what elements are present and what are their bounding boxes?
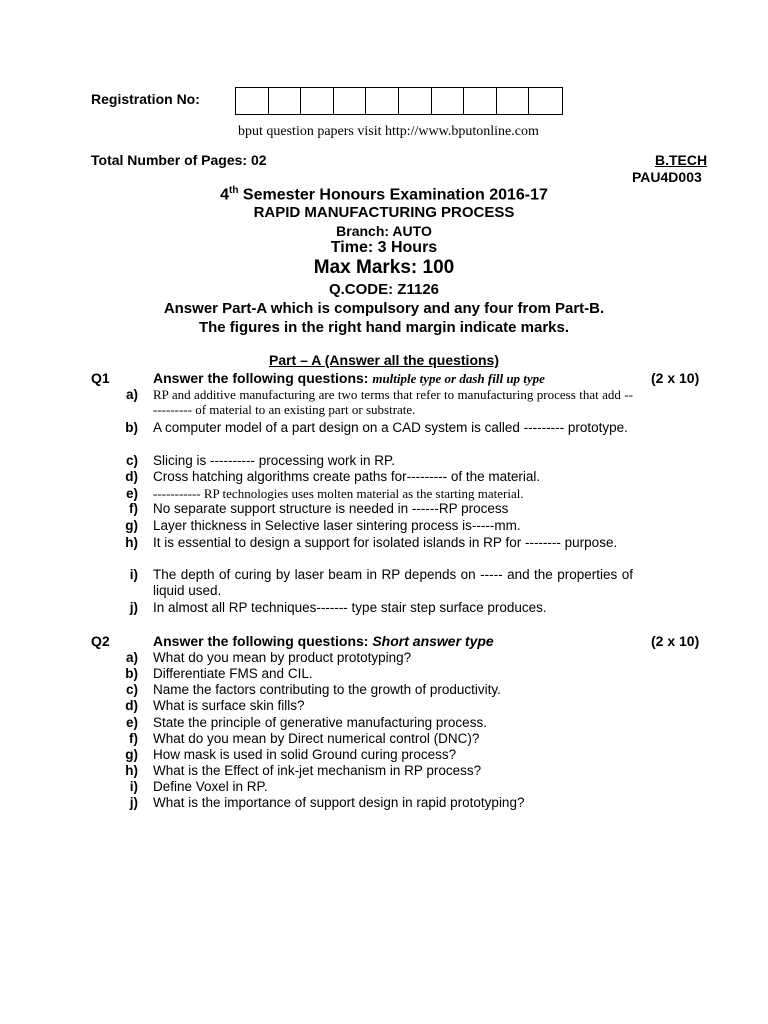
q1-item-label: d) [125, 469, 138, 484]
registration-digit-box [236, 88, 269, 114]
q1-item-label: i) [129, 567, 138, 582]
q1-item-label: f) [129, 501, 138, 516]
registration-label: Registration No: [91, 91, 200, 107]
registration-digit-box [366, 88, 399, 114]
q2-item-text: Define Voxel in RP. [153, 779, 268, 794]
q1-subheading: multiple type or dash fill up type [372, 371, 545, 386]
q2-item-text: Differentiate FMS and CIL. [153, 666, 313, 681]
q2-item-label: i) [129, 779, 138, 794]
registration-digit-box [301, 88, 334, 114]
registration-digit-box [497, 88, 530, 114]
q2-item-text: How mask is used in solid Ground curing process? [153, 747, 457, 762]
q2-item-label: j) [129, 795, 138, 810]
q2-item-text: What do you mean by Direct numerical control (DNC)? [153, 731, 480, 746]
q2-item-label: h) [125, 763, 138, 778]
q1-item-text: A computer model of a part design on a CAD system is called --------- prototype. [153, 420, 628, 435]
q2-item-text: What is the Effect of ink-jet mechanism in RP process? [153, 763, 482, 778]
exam-title [0, 185, 768, 204]
registration-digit-box [334, 88, 367, 114]
semester-number: 4 [220, 186, 229, 204]
q2-item-text: What is surface skin fills? [153, 698, 305, 713]
q2-item-label: f) [129, 731, 138, 746]
branch: Branch: AUTO [336, 223, 432, 239]
registration-digit-box [399, 88, 432, 114]
instruction-1: Answer Part-A which is compulsory and any four from Part-B. [163, 300, 605, 317]
q1-item-text: ----------- RP technologies uses molten material as the starting material. [153, 486, 524, 501]
subject-title: RAPID MANUFACTURING PROCESS [253, 204, 515, 221]
q2-number: Q2 [91, 633, 110, 649]
q1-item-text: It is essential to design a support for isolated islands in RP for -------- purpose. [153, 535, 618, 550]
q2-heading-text: Answer the following questions: [153, 633, 369, 649]
question-code: Q.CODE: Z1126 [328, 281, 440, 298]
q1-marks: (2 x 10) [651, 370, 700, 386]
q1-heading-text: Answer the following questions: [153, 370, 369, 386]
q2-subheading: Short answer type [372, 633, 494, 649]
q1-item-label: c) [125, 453, 138, 468]
q2-item-text: What do you mean by product prototyping? [153, 650, 412, 665]
max-marks: Max Marks: 100 [313, 257, 455, 278]
q2-item-text: What is the importance of support design in rapid prototyping? [153, 795, 525, 810]
degree-label: B.TECH [655, 152, 708, 168]
semester-suffix: th [229, 185, 239, 196]
q1-item-text: RP and additive manufacturing are two terms that refer to manufacturing process that add ----------- of material to an existing part or substrate. [153, 387, 633, 417]
q1-item-label: g) [125, 518, 138, 533]
q2-item-text: Name the factors contributing to the growth of productivity. [153, 682, 501, 697]
q2-item-text: State the principle of generative manufacturing process. [153, 715, 487, 730]
q2-item-label: g) [125, 747, 138, 762]
q2-item-label: d) [125, 698, 138, 713]
time-allowed: Time: 3 Hours [330, 239, 438, 256]
q1-item-label: h) [125, 535, 138, 550]
q2-marks: (2 x 10) [651, 633, 700, 649]
q1-item-label: j) [129, 600, 138, 615]
q2-item-label: a) [125, 650, 138, 665]
q1-item-text: Slicing is ---------- processing work in RP. [153, 453, 396, 468]
registration-digit-box [432, 88, 465, 114]
q1-item-label: e) [125, 486, 138, 501]
website-note: bput question papers visit http://www.bputonline.com [238, 124, 539, 139]
q1-heading [153, 370, 545, 387]
registration-digit-box [529, 88, 562, 114]
q2-item-label: e) [125, 715, 138, 730]
q2-item-label: c) [125, 682, 138, 697]
registration-digit-box [269, 88, 302, 114]
q2-heading [153, 633, 494, 649]
q1-item-text: In almost all RP techniques------- type stair step surface produces. [153, 600, 547, 615]
q1-number: Q1 [91, 370, 110, 386]
registration-number-boxes [235, 87, 563, 115]
semester-title: Semester Honours Examination 2016-17 [238, 186, 548, 204]
q1-item-label: b) [125, 420, 138, 435]
q1-item-text: Cross hatching algorithms create paths for--------- of the material. [153, 469, 541, 484]
q2-item-label: b) [125, 666, 138, 681]
instruction-2: The figures in the right hand margin indicate marks. [198, 319, 570, 336]
total-pages: Total Number of Pages: 02 [91, 152, 267, 168]
registration-digit-box [464, 88, 497, 114]
q1-item-label: a) [125, 387, 138, 402]
q1-item-text: Layer thickness in Selective laser sintering process is-----mm. [153, 518, 521, 533]
q1-item-text: No separate support structure is needed in ------RP process [153, 501, 509, 516]
part-a-heading: Part – A (Answer all the questions) [268, 352, 499, 368]
paper-code: PAU4D003 [632, 169, 702, 185]
q1-item-text: The depth of curing by laser beam in RP depends on ----- and the properties of liquid used. [153, 567, 633, 598]
